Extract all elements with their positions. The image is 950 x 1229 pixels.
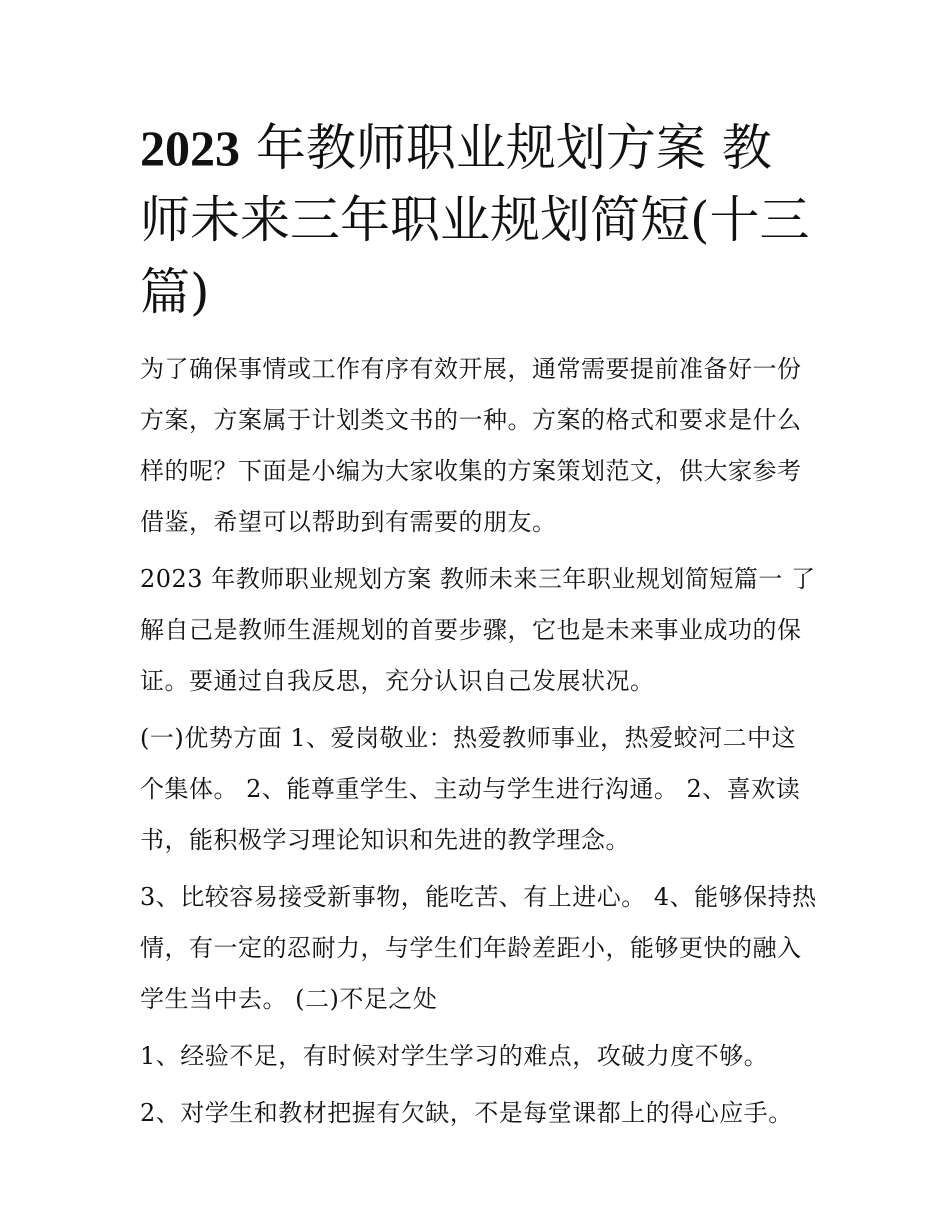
document-page <box>140 112 820 1145</box>
paragraph-weakness-two: 2、对学生和教材把握有欠缺，不是每堂课都上的得心应手。 <box>140 1099 793 1127</box>
document-title <box>140 112 820 328</box>
paragraph-weakness-one: 1、经验不足，有时候对学生学习的难点，攻破力度不够。 <box>140 1042 769 1070</box>
paragraph-strengths: (一)优势方面 1、爱岗敬业：热爱教师事业，热爱蛟河二中这个集体。 2、能尊重学生、主动与学生进行沟通。 2、喜欢读书，能积极学习理论知识和先进的教学理念。 <box>140 724 801 854</box>
paragraph-section-one: 2023 年教师职业规划方案 教师未来三年职业规划简短篇一 了解自己是教师生涯规划的首要步骤，它也是未来事业成功的保证。要通过自我反思，充分认识自己发展状况。 <box>140 565 816 695</box>
paragraph-strengths-continued: 3、比较容易接受新事物，能吃苦、有上进心。 4、能够保持热情，有一定的忍耐力，与学生们年龄差距小，能够更快的融入学生当中去。 (二)不足之处 <box>140 883 817 1013</box>
title-text: 年教师职业规划方案 教师未来三年职业规划简短(十三篇) <box>140 119 810 321</box>
title-year: 2023 <box>140 120 240 176</box>
paragraph-intro: 为了确保事情或工作有序有效开展，通常需要提前准备好一份方案，方案属于计划类文书的一种。方案的格式和要求是什么样的呢？下面是小编为大家收集的方案策划范文，供大家参考借鉴，希望可以帮助到有需要的朋友。 <box>140 355 802 536</box>
